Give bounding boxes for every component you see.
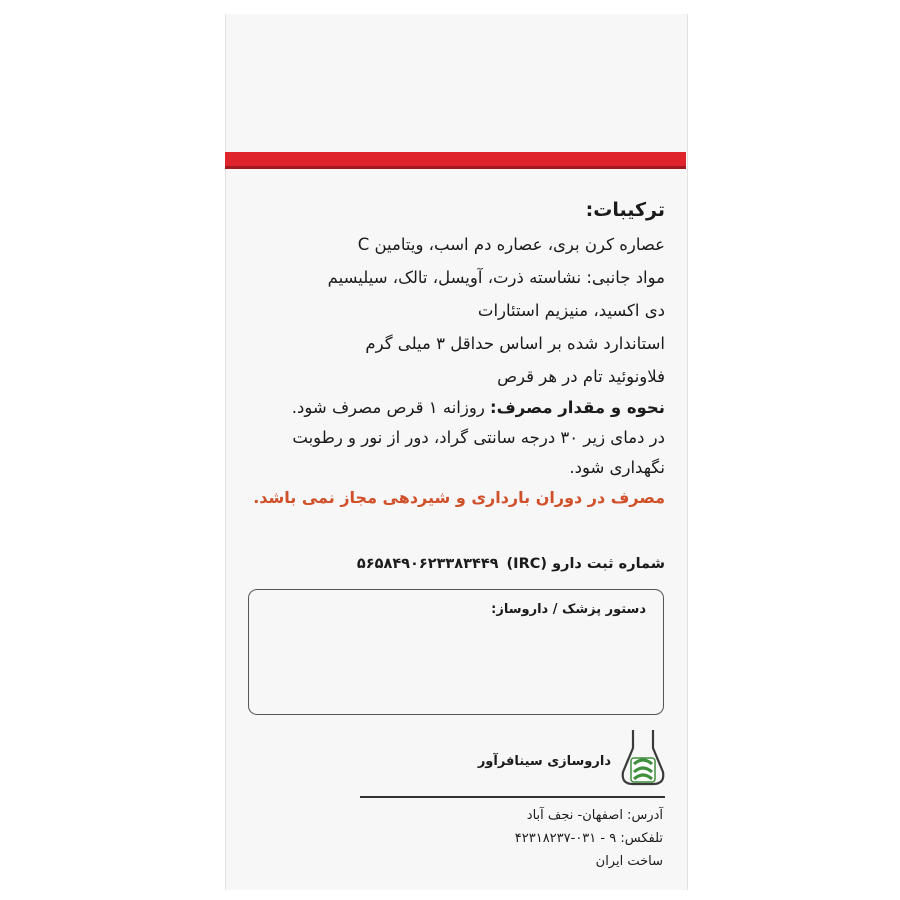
storage-line-1: در دمای زیر ۳۰ درجه سانتی گراد، دور از نور و رطوبت bbox=[292, 428, 665, 447]
prescription-box bbox=[248, 589, 664, 715]
registration-code: (IRC) bbox=[506, 556, 548, 572]
prescription-label: دستور پزشک / داروساز: bbox=[491, 602, 646, 617]
red-stripe-shadow bbox=[225, 166, 686, 169]
ingredients-line-5: فلاونوئید تام در هر قرص bbox=[497, 367, 665, 386]
manufacturer-name: داروسازی سینافرآور bbox=[477, 754, 611, 769]
ingredients-line-2: مواد جانبی: نشاسته ذرت، آویسل، تالک، سیلیسیم bbox=[327, 268, 665, 287]
footer bbox=[420, 804, 663, 873]
footer-origin: ساخت ایران bbox=[595, 854, 663, 869]
dosage-text: روزانه ۱ قرص مصرف شود. bbox=[291, 398, 491, 417]
ingredients-title: ترکیبات: bbox=[585, 199, 665, 221]
footer-address: آدرس: اصفهان- نجف آباد bbox=[526, 808, 663, 823]
flask-leaf-logo-icon bbox=[621, 728, 665, 786]
red-stripe bbox=[225, 152, 686, 166]
footer-divider bbox=[360, 796, 665, 798]
ingredients-line-4: استاندارد شده بر اساس حداقل ۳ میلی گرم bbox=[365, 334, 665, 353]
ingredients-line-1: عصاره کرن بری، عصاره دم اسب، ویتامین C bbox=[357, 235, 665, 254]
pregnancy-warning: مصرف در دوران بارداری و شیردهی مجاز نمی باشد. bbox=[253, 488, 665, 507]
dosage-line bbox=[250, 393, 665, 423]
registration-label: شماره ثبت دارو bbox=[552, 556, 665, 572]
dosage-label: نحوه و مقدار مصرف: bbox=[490, 398, 665, 417]
label-content bbox=[250, 196, 665, 513]
storage-line-2: نگهداری شود. bbox=[569, 458, 665, 477]
ingredients-line-3: دی اکسید، منیزیم استئارات bbox=[477, 301, 665, 320]
manufacturer-row bbox=[470, 728, 665, 788]
footer-telefax: تلفکس: ۹ - ۰۳۱-۴۲۳۱۸۲۳۷ bbox=[514, 831, 663, 846]
registration-row bbox=[250, 552, 665, 576]
registration-number: ۵۶۵۸۴۹۰۶۲۳۳۸۳۴۴۹ bbox=[356, 556, 499, 572]
